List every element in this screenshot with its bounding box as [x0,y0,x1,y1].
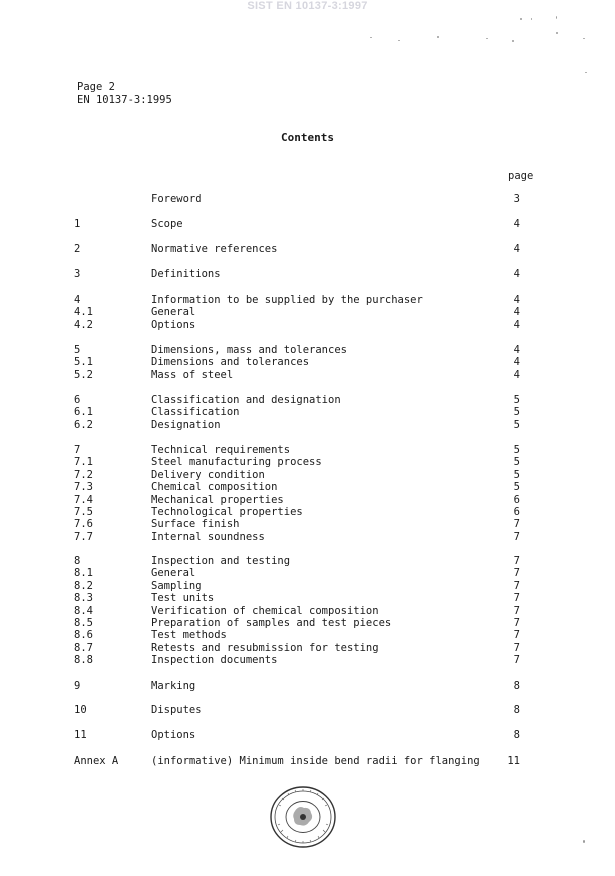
toc-entry-page: 5 [513,444,520,456]
toc-entry-number: 8 [74,555,81,567]
toc-entry-title: Internal soundness [151,530,265,543]
toc-entry-number: 7.4 [74,493,93,506]
toc-entry [0,481,615,494]
toc-entry [0,268,615,281]
toc-entry-number: 4.2 [74,318,93,331]
toc-entry [0,243,615,256]
toc-entry-title: Retests and resubmission for testing [151,641,379,654]
toc-entry-title: Inspection documents [151,654,278,667]
toc-entry-page: 8 [513,680,520,692]
toc-entry [0,580,615,593]
toc-entry [0,592,615,605]
watermark: SIST EN 10137-3:1997 [247,0,368,12]
toc-entry [0,456,615,469]
toc-entry-title: Mass of steel [151,368,234,381]
toc-entry-title: Disputes [151,704,202,716]
toc-entry-page: 7 [513,555,520,567]
toc-entry-page: 4 [513,218,520,230]
toc-entry-page: 7 [513,617,520,629]
toc-entry-title: Test units [151,592,215,605]
toc-entry-page: 5 [513,406,520,419]
toc-entry-title: Classification and designation [151,394,341,406]
toc-entry-page: 7 [513,654,520,667]
page-number-line: Page 2 [77,81,115,93]
toc-entry [0,729,615,742]
toc-entry-page: 8 [513,729,520,741]
toc-entry-title: Technological properties [151,506,303,518]
toc-entry-number: 8.8 [74,654,93,667]
toc-entry [0,306,615,319]
toc-entry [0,294,615,307]
toc-entry [0,518,615,531]
toc-entry-page: 5 [513,394,520,406]
toc-entry [0,494,615,507]
official-seal-stamp [269,785,337,849]
toc-entry-title: Dimensions and tolerances [151,356,310,369]
toc-entry-page: 11 [507,755,520,767]
toc-entry-number: 8.2 [74,579,93,592]
toc-entry-number: 7.1 [74,456,93,469]
toc-entry [0,469,615,482]
toc-entry-number: 8.6 [74,629,93,642]
toc-entry-title: Foreword [151,193,202,205]
toc-entry-number: 10 [74,704,87,716]
toc-entry [0,506,615,519]
toc-entry-number: 6.1 [74,406,93,419]
toc-entry-page: 7 [513,604,520,617]
toc-entry [0,218,615,231]
toc-entry-title: Preparation of samples and test pieces [151,617,392,629]
toc-entry-page: 3 [513,193,520,205]
toc-entry-page: 4 [513,344,520,356]
toc-entry-number: 7 [74,444,81,456]
toc-entry-title: Test methods [151,629,227,642]
toc-entry-number: 7.3 [74,481,93,494]
toc-entry-number: Annex A [74,755,119,767]
toc-entry-title: General [151,567,196,580]
toc-entry-number: 8.7 [74,641,93,654]
toc-entry [0,617,615,630]
toc-entry-title: General [151,306,196,319]
toc-entry [0,567,615,580]
toc-entry-title: Definitions [151,268,221,280]
document-reference: EN 10137-3:1995 [77,93,172,106]
toc-entry-number: 8.5 [74,617,93,629]
toc-entry-title: Delivery condition [151,468,265,481]
toc-entry [0,605,615,618]
toc-entry-page: 7 [513,567,520,580]
toc-entry-number: 11 [74,729,87,741]
toc-entry [0,444,615,457]
toc-entry-number: 7.7 [74,530,93,543]
page-header [77,81,172,106]
toc-entry-title: Mechanical properties [151,493,284,506]
toc-entry [0,394,615,407]
toc-entry-title: Technical requirements [151,444,291,456]
toc-entry-number: 7.2 [74,468,93,481]
toc-entry-title: Surface finish [151,518,240,531]
toc-entry-title: Verification of chemical composition [151,604,379,617]
toc-entry-title: Scope [151,218,183,230]
toc-entry-page: 4 [513,243,520,255]
toc-entry-number: 8.1 [74,567,93,580]
toc-entry [0,629,615,642]
toc-entry-title: Chemical composition [151,481,278,494]
toc-entry-title: Information to be supplied by the purchaser [151,294,423,306]
toc-entry-page: 4 [513,318,520,331]
toc-entry [0,555,615,568]
contents-title: Contents [281,131,334,144]
toc-entry-number: 4 [74,294,81,306]
toc-entry-title: Inspection and testing [151,555,291,567]
toc-entry-page: 5 [513,456,520,469]
toc-entry-page: 8 [513,704,520,716]
toc-entry [0,319,615,332]
toc-entry-title: Classification [151,406,240,419]
toc-entry [0,704,615,717]
toc-entry-title: Designation [151,418,221,431]
toc-entry-page: 7 [513,579,520,592]
toc-entry-page: 7 [513,629,520,642]
toc-entry-number: 6.2 [74,418,93,431]
toc-entry-number: 5.2 [74,368,93,381]
toc-entry-number: 7.6 [74,518,93,531]
toc-entry-title: Marking [151,680,196,692]
toc-entry-page: 5 [513,481,520,494]
toc-entry [0,193,615,206]
toc-entry-number: 8.3 [74,592,93,605]
toc-entry-page: 4 [513,368,520,381]
toc-entry-title: Dimensions, mass and tolerances [151,344,347,356]
toc-entry-number: 3 [74,268,81,280]
toc-entry [0,531,615,544]
page-column-label: page [508,170,534,182]
toc-entry-number: 2 [74,243,81,255]
toc-entry-number: 8.4 [74,604,93,617]
toc-entry [0,419,615,432]
toc-entry-title: Options [151,729,196,741]
toc-entry [0,680,615,693]
toc-entry [0,654,615,667]
toc-entry [0,642,615,655]
toc-entry-page: 4 [513,356,520,369]
toc-entry-page: 7 [513,530,520,543]
toc-entry [0,369,615,382]
toc-entry-title: (informative) Minimum inside bend radii for flanging [151,755,480,767]
toc-entry-title: Options [151,318,196,331]
toc-entry-number: 1 [74,218,81,230]
toc-entry-page: 4 [513,294,520,306]
toc-entry-number: 5.1 [74,356,93,369]
toc-entry [0,344,615,357]
toc-entry-number: 7.5 [74,506,93,518]
toc-entry-title: Normative references [151,243,278,255]
toc-entry-page: 5 [513,468,520,481]
toc-entry [0,406,615,419]
toc-entry-number: 4.1 [74,306,93,319]
toc-entry-number: 5 [74,344,81,356]
toc-entry-page: 7 [513,592,520,605]
toc-entry-title: Sampling [151,579,202,592]
toc-entry-number: 9 [74,680,81,692]
toc-entry-page: 7 [513,518,520,531]
toc-entry-title: Steel manufacturing process [151,456,322,469]
toc-entry-page: 5 [513,418,520,431]
toc-entry [0,755,615,768]
toc-entry-page: 6 [513,493,520,506]
toc-entry-page: 4 [513,268,520,280]
toc-entry [0,356,615,369]
toc-entry-page: 7 [513,641,520,654]
toc-entry-number: 6 [74,394,81,406]
toc-entry-page: 4 [513,306,520,319]
toc-entry-page: 6 [513,506,520,518]
